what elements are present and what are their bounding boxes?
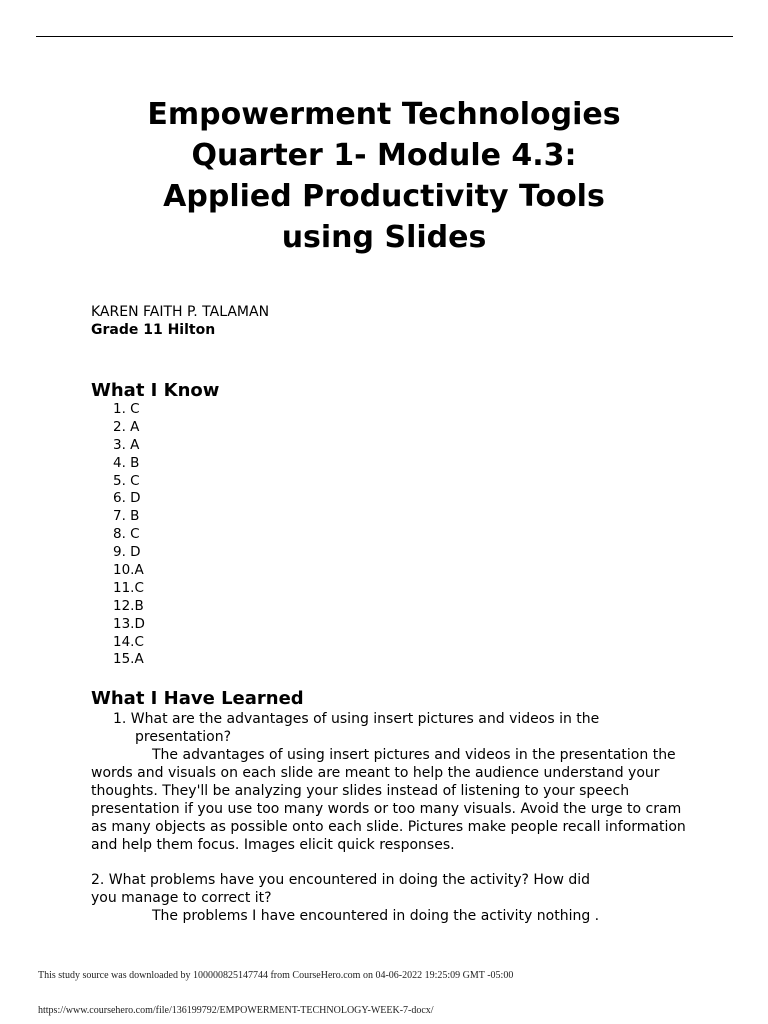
student-grade: Grade 11 Hilton — [91, 322, 216, 338]
question-2-line-1: 2. What problems have you encountered in doing the activity? How did — [91, 872, 591, 888]
answer-item: 9. D — [113, 544, 141, 561]
what-i-have-learned-heading: What I Have Learned — [91, 688, 304, 709]
answer-item: 15.A — [113, 651, 144, 668]
answer-item: 2. A — [113, 418, 140, 435]
answer-item: 10.A — [113, 562, 144, 579]
answer-2-line-1: The problems I have encountered in doing the activity nothing . — [152, 908, 600, 924]
answer-1-line-1: The advantages of using insert pictures and videos in the presentation the — [152, 747, 676, 763]
answer-item: 13.D — [113, 615, 145, 632]
answer-item: 14.C — [113, 633, 144, 650]
answer-item: 11.C — [113, 579, 144, 596]
answer-item: 4. B — [113, 454, 140, 471]
answer-list — [113, 401, 145, 669]
document-title — [0, 94, 768, 258]
title-line-3: Applied Productivity Tools — [163, 179, 605, 214]
answer-1-line-2: words and visuals on each slide are meant to help the audience understand your — [91, 765, 660, 781]
question-1-line-2: presentation? — [135, 729, 232, 745]
title-line-4: using Slides — [281, 220, 487, 255]
answer-item: 3. A — [113, 436, 140, 453]
answer-item: 12.B — [113, 597, 144, 614]
answer-1-line-4: presentation if you use too many words or too many visuals. Avoid the urge to cram — [91, 801, 682, 817]
answer-item: 8. C — [113, 526, 140, 543]
source-url[interactable]: https://www.coursehero.com/file/136199792/EMPOWERMENT-TECHNOLOGY-WEEK-7-docx/ — [38, 1005, 434, 1016]
title-line-1: Empowerment Technologies — [147, 97, 621, 132]
answer-1-line-3: thoughts. They'll be analyzing your slides instead of listening to your speech — [91, 783, 630, 799]
answer-1-line-6: and help them focus. Images elicit quick responses. — [91, 837, 455, 853]
answer-item: 1. C — [113, 401, 140, 417]
answer-item: 6. D — [113, 490, 141, 507]
what-i-know-heading: What I Know — [91, 380, 220, 401]
title-line-2: Quarter 1- Module 4.3: — [191, 138, 577, 173]
question-2-line-2: you manage to correct it? — [91, 890, 272, 906]
answer-item: 7. B — [113, 508, 140, 525]
download-source-note: This study source was downloaded by 100000825147744 from CourseHero.com on 04-06-2022 19:25:09 GMT -05:00 — [38, 970, 514, 981]
answer-item: 5. C — [113, 472, 140, 489]
student-name: KAREN FAITH P. TALAMAN — [91, 304, 270, 320]
question-1-line-1: 1. What are the advantages of using insert pictures and videos in the — [113, 711, 600, 727]
top-rule — [36, 36, 733, 37]
answer-1-line-5: as many objects as possible onto each slide. Pictures make people recall information — [91, 819, 686, 835]
